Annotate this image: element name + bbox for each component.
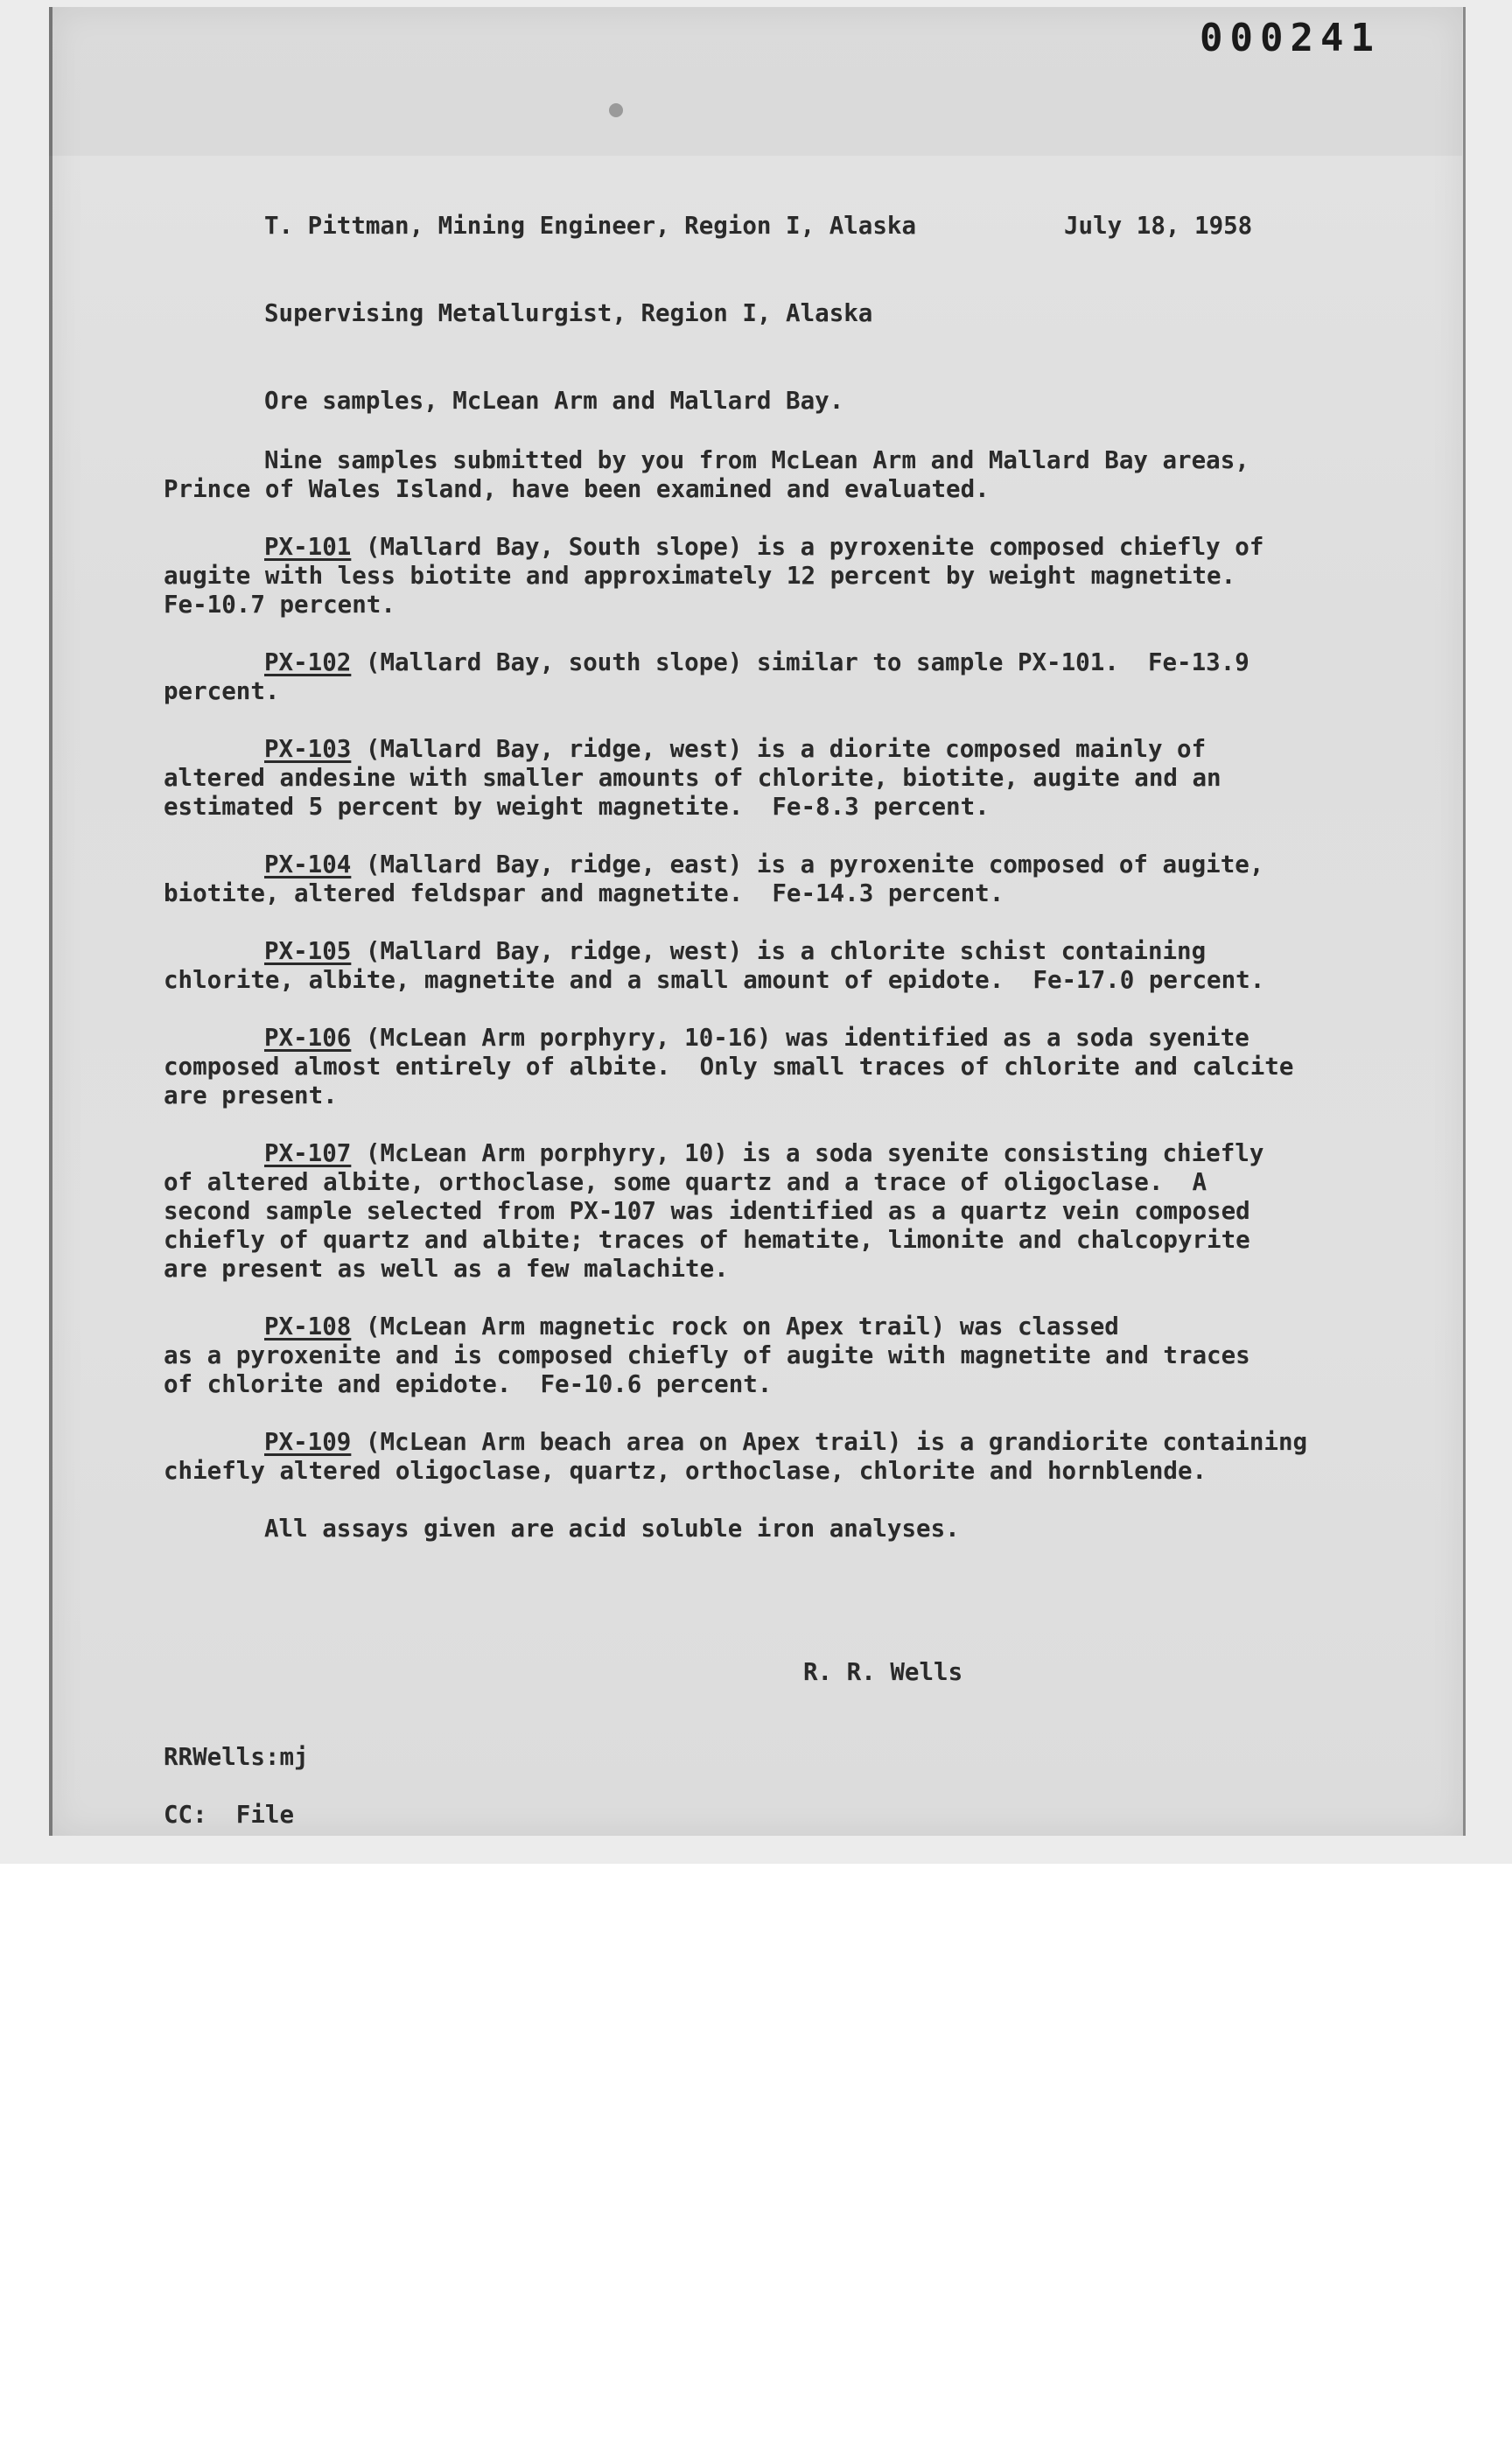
sample-line: composed almost entirely of albite. Only small traces of chlorite and calcite	[164, 1053, 1294, 1081]
sample-first-line	[264, 937, 1206, 966]
sample-id: PX-103	[264, 735, 352, 763]
sample-line: augite with less biotite and approximately 12 percent by weight magnetite.	[164, 562, 1236, 590]
document-number: 000241	[1200, 16, 1381, 60]
sample-line: of chlorite and epidote. Fe-10.6 percent.	[164, 1370, 773, 1398]
date-line: July 18, 1958	[1064, 212, 1253, 240]
sample-line: are present.	[164, 1082, 338, 1110]
sample-first-line	[264, 735, 1206, 764]
sample-first-line	[264, 1139, 1264, 1168]
sample-line: percent.	[164, 677, 280, 705]
sample-line: biotite, altered feldspar and magnetite. Fe-14.3 percent.	[164, 879, 1004, 907]
intro-line: Nine samples submitted by you from McLean Arm and Mallard Bay areas,	[264, 446, 1250, 474]
sample-first-text: (Mallard Bay, ridge, west) is a diorite composed mainly of	[351, 735, 1207, 763]
sample-first-text: (McLean Arm porphyry, 10) is a soda syenite consisting chiefly	[351, 1139, 1264, 1167]
sample-line: of altered albite, orthoclase, some quartz and a trace of oligoclase. A	[164, 1168, 1208, 1196]
sample-line: are present as well as a few malachite.	[164, 1255, 729, 1283]
from-line: T. Pittman, Mining Engineer, Region I, Alaska	[264, 212, 917, 240]
sample-line: as a pyroxenite and is composed chiefly of augite with magnetite and traces	[164, 1341, 1250, 1369]
sample-first-line	[264, 1024, 1250, 1053]
to-line: Supervising Metallurgist, Region I, Alaska	[264, 299, 873, 327]
document-page	[49, 7, 1466, 1836]
cc-line: CC: File	[164, 1801, 295, 1829]
sample-first-text: (Mallard Bay, ridge, west) is a chlorite schist containing	[351, 937, 1207, 965]
sample-id: PX-105	[264, 937, 352, 965]
sample-id: PX-106	[264, 1024, 352, 1052]
sample-first-line	[264, 648, 1250, 677]
sample-first-text: (Mallard Bay, South slope) is a pyroxenite composed chiefly of	[351, 533, 1264, 561]
sample-first-text: (Mallard Bay, ridge, east) is a pyroxenite composed of augite,	[351, 850, 1264, 878]
sample-id: PX-109	[264, 1428, 352, 1456]
sample-first-line	[264, 533, 1264, 562]
sample-id: PX-101	[264, 533, 352, 561]
sample-line: chiefly of quartz and albite; traces of hematite, limonite and chalcopyrite	[164, 1226, 1250, 1254]
sample-line: altered andesine with smaller amounts of chlorite, biotite, augite and an	[164, 764, 1222, 792]
sample-first-text: (McLean Arm porphyry, 10-16) was identified as a soda syenite	[351, 1024, 1250, 1052]
paper-speck	[609, 103, 623, 117]
sample-first-line	[264, 1428, 1307, 1457]
sample-first-text: (McLean Arm magnetic rock on Apex trail) was classed	[351, 1312, 1119, 1340]
typist-initials: RRWells:mj	[164, 1743, 309, 1771]
closing-line: All assays given are acid soluble iron analyses.	[264, 1515, 960, 1543]
sample-line: Fe-10.7 percent.	[164, 591, 396, 619]
sample-id: PX-104	[264, 850, 352, 878]
sample-first-line	[264, 1312, 1119, 1341]
subject-line: Ore samples, McLean Arm and Mallard Bay.	[264, 387, 844, 415]
intro-line: Prince of Wales Island, have been examined and evaluated.	[164, 475, 990, 503]
sample-first-text: (Mallard Bay, south slope) similar to sample PX-101. Fe-13.9	[351, 648, 1250, 676]
sample-line: second sample selected from PX-107 was identified as a quartz vein composed	[164, 1197, 1250, 1225]
sample-line: chiefly altered oligoclase, quartz, orthoclase, chlorite and hornblende.	[164, 1457, 1208, 1485]
sample-first-text: (McLean Arm beach area on Apex trail) is a grandiorite containing	[351, 1428, 1308, 1456]
sample-first-line	[264, 850, 1264, 879]
sample-id: PX-102	[264, 648, 352, 676]
sample-line: chlorite, albite, magnetite and a small amount of epidote. Fe-17.0 percent.	[164, 966, 1265, 994]
sample-id: PX-107	[264, 1139, 352, 1167]
signature: R. R. Wells	[803, 1658, 963, 1686]
sample-id: PX-108	[264, 1312, 352, 1340]
sample-line: estimated 5 percent by weight magnetite. Fe-8.3 percent.	[164, 793, 990, 821]
